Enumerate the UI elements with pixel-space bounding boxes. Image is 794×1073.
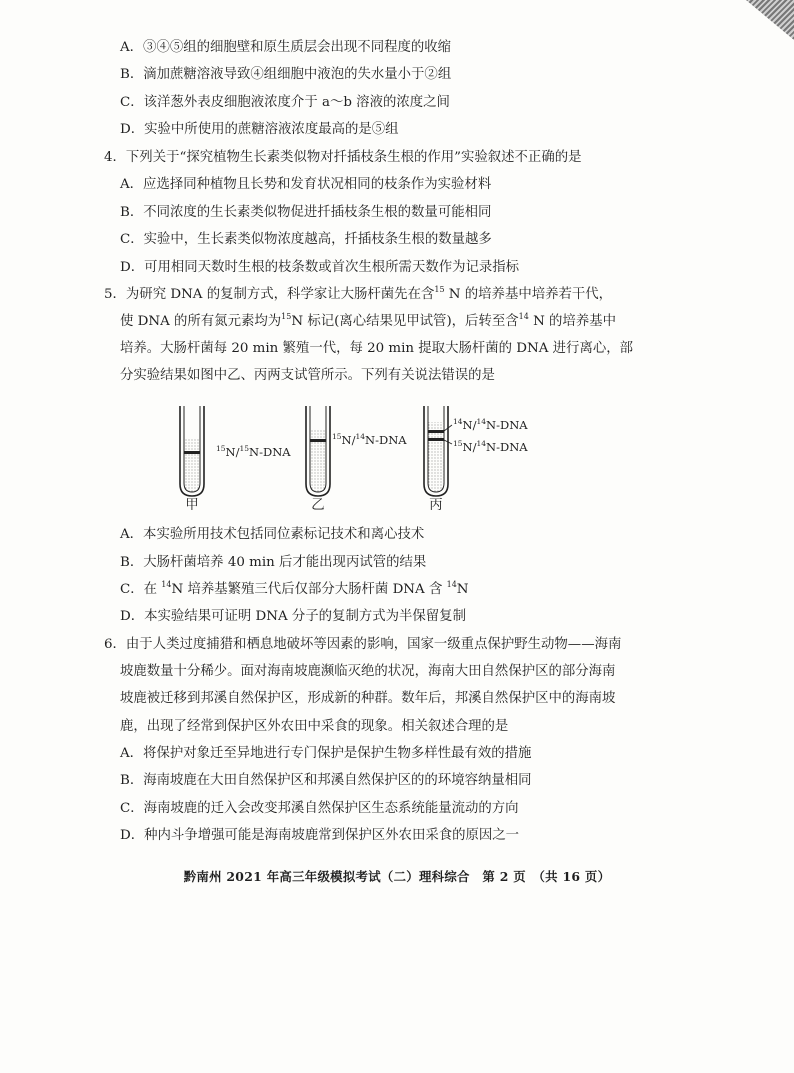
centrifuge-tubes-figure (170, 406, 590, 510)
tube-yi-name: 乙 (311, 498, 325, 510)
q5-option-b: B．大肠杆菌培养 40 min 后才能出现丙试管的结果 (120, 555, 427, 570)
q5-stem-line-1: 5．为研究 DNA 的复制方式，科学家让大肠杆菌先在含$^{15}$ N 的培养基中培养若干代， (104, 285, 613, 302)
tube-bing-name: 丙 (429, 498, 443, 510)
q3-option-a: A．③④⑤组的细胞壁和原生质层会出现不同程度的收缩 (120, 40, 452, 55)
q5-stem-line-4: 分实验结果如图中乙、丙两支试管所示。下列有关说法错误的是 (120, 368, 495, 383)
q3-option-d: D．实验中所使用的蔗糖溶液浓度最高的是⑤组 (120, 122, 399, 137)
tube-jia-name: 甲 (185, 498, 199, 510)
q6-option-b: B．海南坡鹿在大田自然保护区和邦溪自然保护区的的环境容纳量相同 (120, 773, 532, 788)
q6-option-c: C．海南坡鹿的迁入会改变邦溪自然保护区生态系统能量流动的方向 (120, 801, 519, 816)
tube-bing-label-lower: $^{15}$N/$^{14}$N-DNA (453, 439, 528, 454)
tube-jia-label: $^{15}$N/$^{15}$N-DNA (216, 444, 291, 459)
q4-option-c: C．实验中，生长素类似物浓度越高，扦插枝条生根的数量越多 (120, 232, 492, 247)
q4-stem: 4．下列关于“探究植物生长素类似物对扦插枝条生根的作用”实验叙述不正确的是 (104, 150, 582, 165)
tube-jia-band (184, 451, 200, 454)
tube-bing (424, 406, 528, 510)
tube-bing-label-upper: $^{14}$N/$^{14}$N-DNA (453, 417, 528, 432)
q6-option-d: D．种内斗争增强可能是海南坡鹿常到保护区外农田采食的原因之一 (120, 828, 520, 843)
q5-stem-line-3: 培养。大肠杆菌每 20 min 繁殖一代，每 20 min 提取大肠杆菌的 DNA 进行离心，部 (120, 341, 634, 356)
tube-yi (306, 406, 407, 510)
q5-option-c: C．在 $^{14}$N 培养基繁殖三代后仅部分大肠杆菌 DNA 含 $^{14}$N (120, 580, 469, 597)
q4-option-b: B．不同浓度的生长素类似物促进扦插枝条生根的数量可能相同 (120, 205, 492, 220)
q6-stem-line-3: 坡鹿被迁移到邦溪自然保护区，形成新的种群。数年后，邦溪自然保护区中的海南坡 (120, 691, 616, 706)
q6-stem-line-1: 6．由于人类过度捕猎和栖息地破坏等因素的影响，国家一级重点保护野生动物——海南 (104, 637, 622, 652)
q6-option-a: A．将保护对象迁至异地进行专门保护是保护生物多样性最有效的措施 (120, 746, 532, 761)
tube-bing-band-lower (428, 438, 444, 441)
tube-bing-band-upper (428, 430, 444, 433)
q3-option-c: C．该洋葱外表皮细胞液浓度介于 a～b 溶液的浓度之间 (120, 95, 450, 110)
q6-stem-line-4: 鹿，出现了经常到保护区外农田中采食的现象。相关叙述合理的是 (120, 719, 509, 734)
page-corner-shading (734, 0, 794, 40)
tube-yi-band (310, 439, 326, 442)
q5-option-d: D．本实验结果可证明 DNA 分子的复制方式为半保留复制 (120, 609, 466, 624)
q4-option-a: A．应选择同种植物且长势和发育状况相同的枝条作为实验材料 (120, 177, 492, 192)
q5-stem-line-2: 使 DNA 的所有氮元素均为$^{15}$N 标记(离心结果见甲试管)，后转至含$^{14}$ N 的培养基中 (120, 312, 616, 329)
q3-option-b: B．滴加蔗糖溶液导致④组细胞中液泡的失水量小于②组 (120, 67, 452, 82)
q4-option-d: D．可用相同天数时生根的枝条数或首次生根所需天数作为记录指标 (120, 260, 520, 275)
page-footer: 黔南州 2021 年高三年级模拟考试（二）理科综合 第 2 页 （共 16 页） (183, 869, 611, 884)
q5-option-a: A．本实验所用技术包括同位素标记技术和离心技术 (120, 527, 425, 542)
q6-stem-line-2: 坡鹿数量十分稀少。面对海南坡鹿濒临灭绝的状况，海南大田自然保护区的部分海南 (120, 664, 616, 679)
tube-jia (180, 406, 291, 510)
tube-yi-label: $^{15}$N/$^{14}$N-DNA (332, 432, 407, 447)
